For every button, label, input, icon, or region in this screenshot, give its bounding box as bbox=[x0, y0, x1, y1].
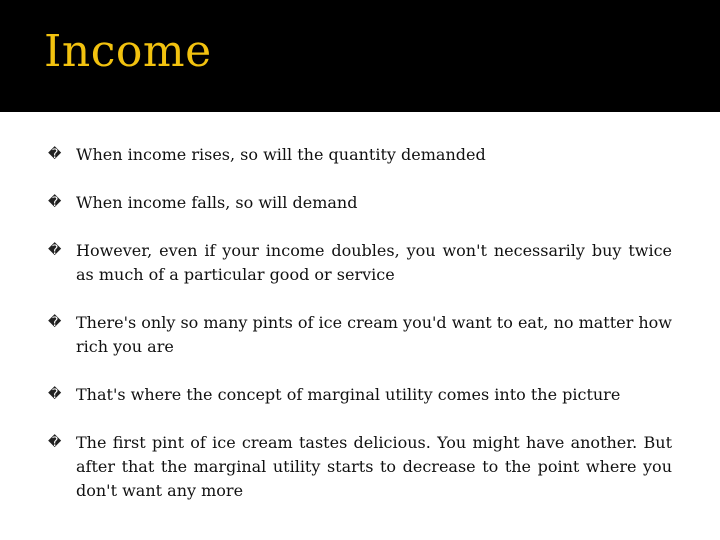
bullet-text: That's where the concept of marginal utility comes into the picture bbox=[76, 385, 621, 404]
bullet-text: There's only so many pints of ice cream you'd want to eat, no matter how rich you are bbox=[76, 313, 672, 356]
bullet-item bbox=[48, 383, 672, 407]
bullet-icon: � bbox=[48, 387, 62, 402]
bullet-icon: � bbox=[48, 435, 62, 450]
slide-title: Income bbox=[44, 26, 212, 77]
bullet-item bbox=[48, 191, 672, 215]
bullet-list bbox=[48, 143, 672, 527]
bullet-icon: � bbox=[48, 147, 62, 162]
bullet-text: When income rises, so will the quantity demanded bbox=[76, 145, 486, 164]
bullet-icon: � bbox=[48, 195, 62, 210]
title-bar bbox=[0, 0, 720, 112]
bullet-item bbox=[48, 311, 672, 359]
bullet-icon: � bbox=[48, 243, 62, 258]
bullet-item bbox=[48, 239, 672, 287]
bullet-icon: � bbox=[48, 315, 62, 330]
bullet-text: The first pint of ice cream tastes delicious. You might have another. But after that the marginal utility starts to decrease to the point where you don't want any more bbox=[76, 433, 672, 500]
bullet-item bbox=[48, 143, 672, 167]
bullet-text: When income falls, so will demand bbox=[76, 193, 358, 212]
bullet-item bbox=[48, 431, 672, 503]
bullet-text: However, even if your income doubles, you won't necessarily buy twice as much of a particular good or service bbox=[76, 241, 672, 284]
